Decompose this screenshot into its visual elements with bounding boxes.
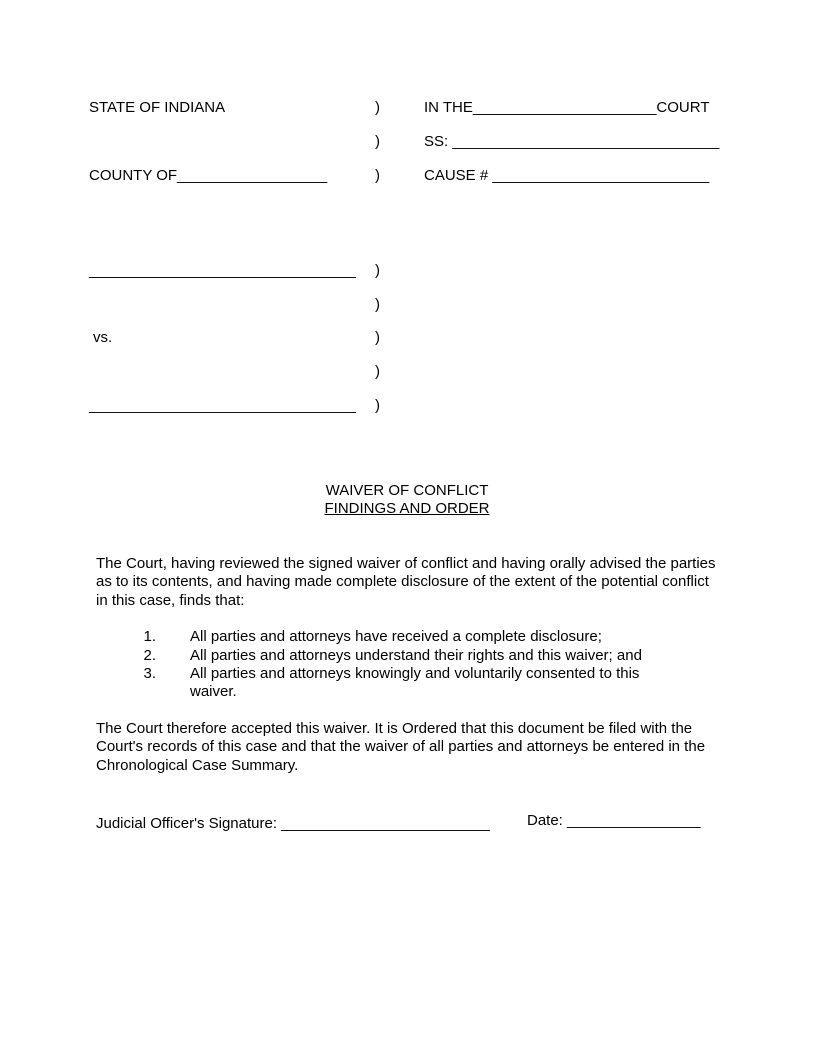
party-2-field[interactable]: ________________________________ <box>89 397 356 414</box>
judicial-signature-field[interactable]: Judicial Officer's Signature: _________________________ <box>96 815 490 832</box>
party-1-field[interactable]: ________________________________ <box>89 262 356 279</box>
county-field[interactable]: COUNTY OF__________________ <box>89 167 328 184</box>
finding-text: All parties and attorneys understand their rights and this waiver; and <box>190 647 642 664</box>
finding-number: 1. <box>143 628 156 645</box>
finding-text: All parties and attorneys knowingly and voluntarily consented to this waiver. <box>190 665 640 701</box>
caption-paren: ) <box>375 133 380 150</box>
caption-paren: ) <box>375 99 380 116</box>
versus-label: vs. <box>93 329 113 346</box>
date-field[interactable]: Date: ________________ <box>527 812 701 829</box>
state-label: STATE OF INDIANA <box>89 99 226 116</box>
intro-paragraph: The Court, having reviewed the signed waiver of conflict and having orally advised the parties as to its contents, and having made complete disclosure of the extent of the potential conflict in this case, finds that: <box>96 555 716 609</box>
cause-number-field[interactable]: CAUSE # __________________________ <box>424 167 710 184</box>
order-paragraph: The Court therefore accepted this waiver. It is Ordered that this document be filed with the Court's records of this case and that the waiver of all parties and attorneys be entered in the Chronological Case Summary. <box>96 720 706 774</box>
finding-number: 3. <box>143 665 156 682</box>
caption-paren: ) <box>375 363 380 380</box>
finding-text: All parties and attorneys have received a complete disclosure; <box>190 628 602 645</box>
caption-paren: ) <box>375 397 380 414</box>
document-subtitle: FINDINGS AND ORDER <box>324 500 490 517</box>
court-field[interactable]: IN THE______________________COURT <box>424 99 710 116</box>
caption-paren: ) <box>375 262 380 279</box>
ss-field[interactable]: SS: ________________________________ <box>424 133 720 150</box>
finding-number: 2. <box>143 647 156 664</box>
caption-paren: ) <box>375 329 380 346</box>
caption-paren: ) <box>375 296 380 313</box>
caption-paren: ) <box>375 167 380 184</box>
document-title: WAIVER OF CONFLICT <box>325 482 489 499</box>
